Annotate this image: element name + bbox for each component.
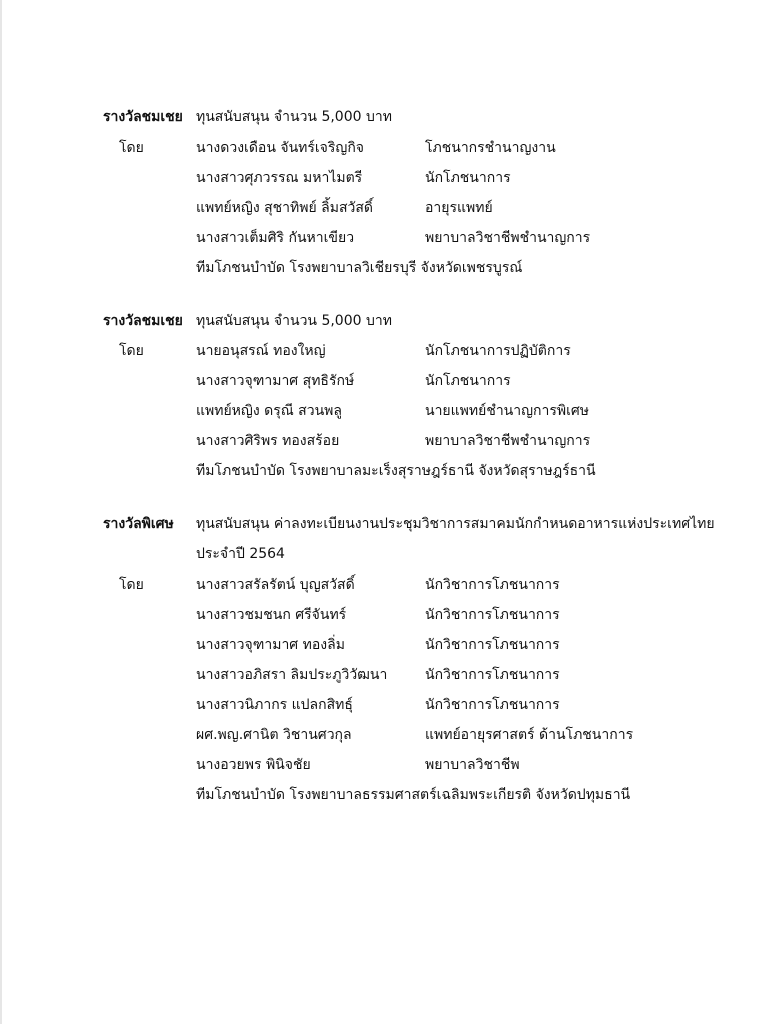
member-name: นางสาวศุภวรรณ มหาไมตรี [196,170,363,186]
award-title: รางวัลพิเศษ [103,516,174,532]
by-label: โดย [119,577,144,593]
member-name: นางสาวเต็มศิริ กันหาเขียว [196,230,355,246]
member-position: นักวิชาการโภชนาการ [425,637,560,653]
member-position: อายุรแพทย์ [425,200,493,216]
team-name: ทีมโภชนบำบัด โรงพยาบาลวิเชียรบุรี จังหวัดเพชรบูรณ์ [196,260,523,276]
member-position: นักโภชนาการปฏิบัติการ [425,343,571,359]
team-name: ทีมโภชนบำบัด โรงพยาบาลธรรมศาสตร์เฉลิมพระเกียรติ จังหวัดปทุมธานี [196,787,631,803]
member-position: พยาบาลวิชาชีพ [425,757,520,773]
member-name: นางสาวอภิสรา ลิมประภูวิวัฒนา [196,667,388,683]
member-name: นางอวยพร พินิจชัย [196,757,311,773]
member-position: พยาบาลวิชาชีพชำนาญการ [425,433,591,449]
member-name: นางสาวชมชนก ศรีจันทร์ [196,607,347,623]
member-position: โภชนากรชำนาญงาน [425,140,556,156]
award-title: รางวัลชมเชย [103,313,183,329]
member-position: พยาบาลวิชาชีพชำนาญการ [425,230,591,246]
member-name: นางดวงเดือน จันทร์เจริญกิจ [196,140,364,156]
member-name: นายอนุสรณ์ ทองใหญ่ [196,343,326,359]
team-name: ทีมโภชนบำบัด โรงพยาบาลมะเร็งสุราษฎร์ธานี จังหวัดสุราษฎร์ธานี [196,463,596,479]
award-description: ทุนสนับสนุน จำนวน 5,000 บาท [196,313,392,329]
member-name: นางสาวศิริพร ทองสร้อย [196,433,340,449]
member-position: นักวิชาการโภชนาการ [425,577,560,593]
member-name: นางสาวจุฑามาศ สุทธิรักษ์ [196,373,355,389]
member-name: ผศ.พญ.ศานิต วิชานศวกุล [196,727,352,743]
member-position: นักวิชาการโภชนาการ [425,697,560,713]
member-name: นางสาวสรัลรัตน์ บุญสวัสดิ์ [196,577,355,593]
award-description: ทุนสนับสนุน ค่าลงทะเบียนงานประชุมวิชาการสมาคมนักกำหนดอาหารแห่งประเทศไทย [196,516,715,532]
member-position: นักโภชนาการ [425,373,511,389]
member-position: นักโภชนาการ [425,170,511,186]
award-title: รางวัลชมเชย [103,109,183,125]
member-name: แพทย์หญิง สุชาทิพย์ ลิ้มสวัสดิ์ [196,200,373,216]
by-label: โดย [119,140,144,156]
member-name: แพทย์หญิง ดรุณี สวนพลู [196,403,342,419]
award-description-continued: ประจำปี 2564 [196,546,285,562]
member-name: นางสาวจุฑามาศ ทองลิ่ม [196,637,345,653]
member-position: นักวิชาการโภชนาการ [425,607,560,623]
member-name: นางสาวนิภากร แปลกสิทธุ์ [196,697,353,713]
member-position: นักวิชาการโภชนาการ [425,667,560,683]
member-position: แพทย์อายุรศาสตร์ ด้านโภชนาการ [425,727,634,743]
member-position: นายแพทย์ชำนาญการพิเศษ [425,403,590,419]
award-description: ทุนสนับสนุน จำนวน 5,000 บาท [196,109,392,125]
by-label: โดย [119,343,144,359]
